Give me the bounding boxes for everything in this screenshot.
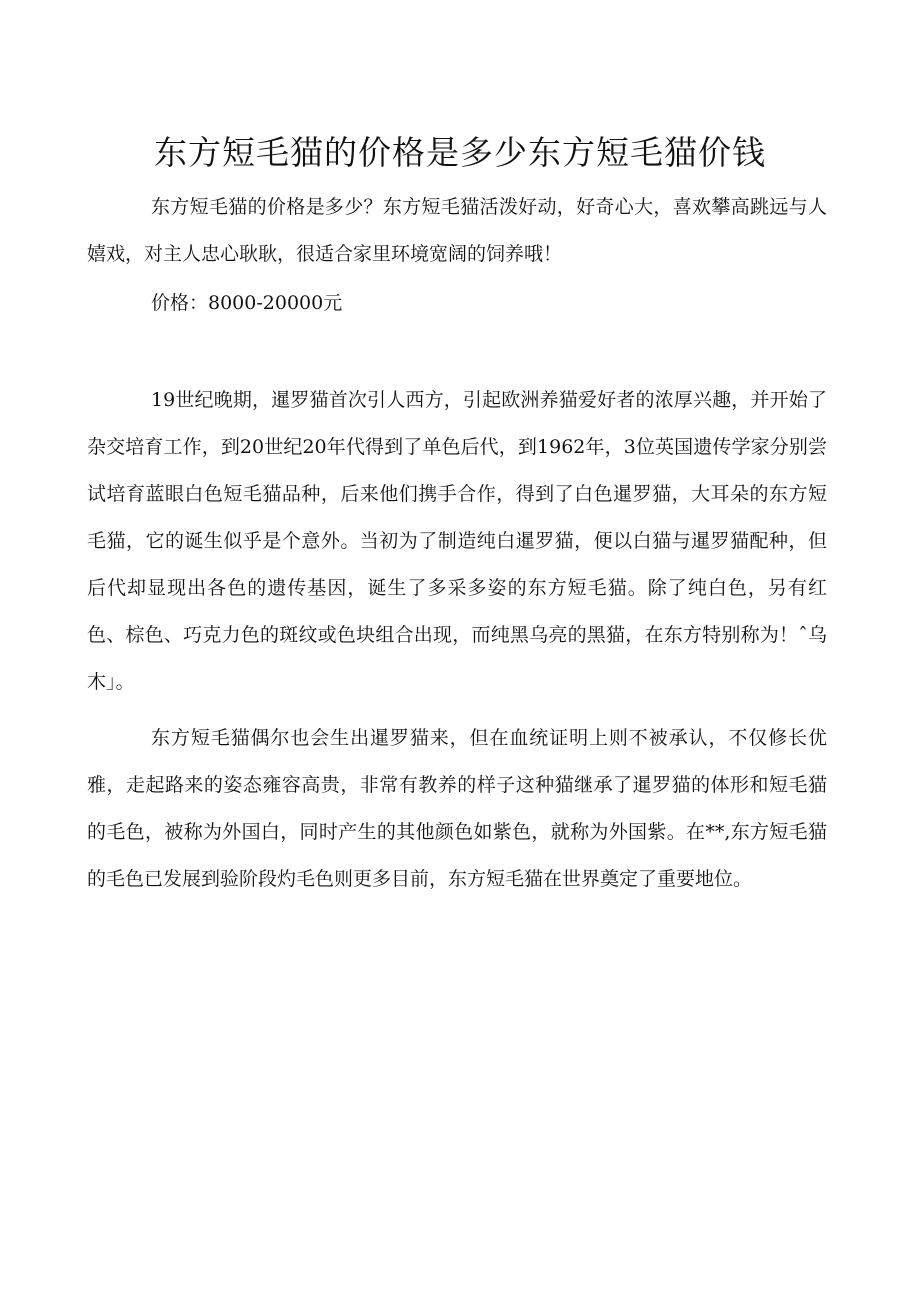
history-paragraph: 19世纪晚期，暹罗猫首次引人西方，引起欧洲养猫爱好者的浓厚兴趣，并开始了杂交培育工作，到20世纪20年代得到了单色后代，到1962年，3位英国遗传学家分别尝试培育蓝眼白色短毛猫品种，后来他们携手合作，得到了白色暹罗猫，大耳朵的东方短毛猫，它的诞生似乎是个意外。当初为了制造纯白暹罗猫，便以白猫与暹罗猫配种，但后代却显现出各色的遗传基因，诞生了多采多姿的东方短毛猫。除了纯白色，另有红色、棕色、巧克力色的斑纹或色块组合出现，而纯黑乌亮的黑猫，在东方特别称为！ˆ乌木」。: [87, 389, 827, 693]
document-title: 东方短毛猫的价格是多少东方短毛猫价钱: [154, 133, 766, 172]
price-paragraph: 价格：8000-20000元: [151, 292, 343, 314]
variety-paragraph: 东方短毛猫偶尔也会生出暹罗猫来，但在血统证明上则不被承认，不仅修长优雅，走起路来的姿态雍容高贵，非常有教养的样子这种猫继承了暹罗猫的体形和短毛猫的毛色，被称为外国白，同时产生的其他颜色如紫色，就称为外国紫。在**,东方短毛猫的毛色已发展到验阶段灼毛色则更多目前，东方短毛猫在世界奠定了重要地位。: [87, 727, 827, 890]
intro-paragraph: 东方短毛猫的价格是多少？东方短毛猫活泼好动，好奇心大，喜欢攀高跳远与人嬉戏，对主人忠心耿耿，很适合家里环境宽阔的饲养哦！: [87, 196, 827, 265]
